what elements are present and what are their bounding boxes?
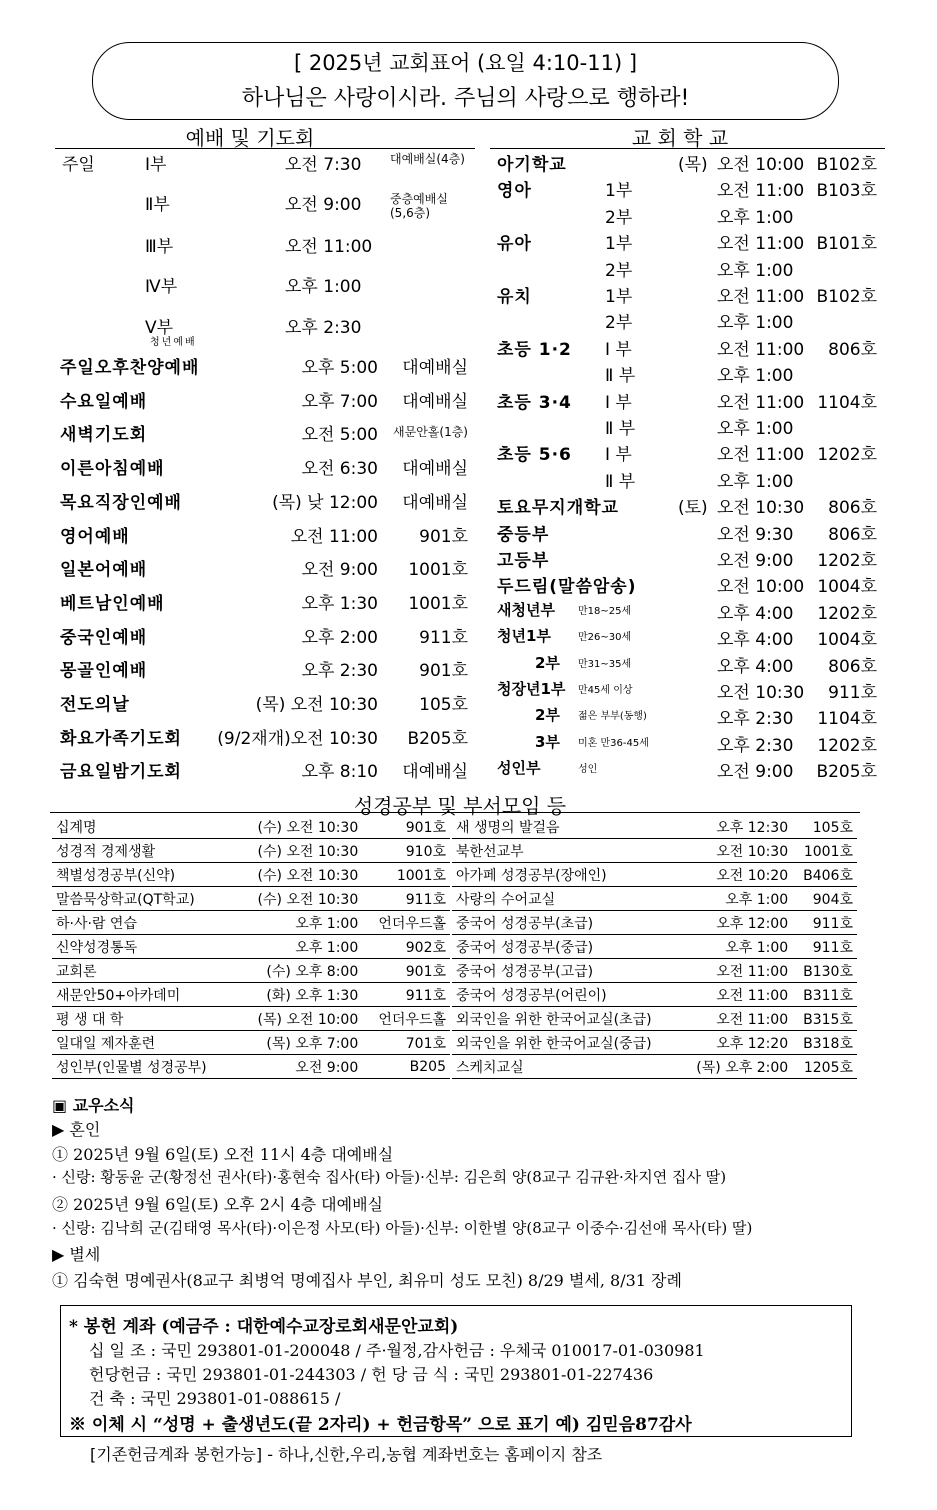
- school-time: 오후 4:00: [717, 603, 794, 624]
- study-name: 일대일 제자훈련: [52, 1031, 236, 1055]
- study-time: 오후 12:00: [680, 911, 792, 935]
- school-time: 오후 4:00: [717, 630, 794, 651]
- school-dept: 고등부: [497, 551, 550, 571]
- school-time: 오전 11:00: [717, 234, 805, 255]
- study-name: 중국어 성경공부(초급): [452, 911, 680, 935]
- service-time: 오전 6:30: [301, 459, 378, 480]
- school-room: 806호: [828, 656, 877, 677]
- account-line-3: 건 축 : 국민 293801-01-088615 /: [89, 1389, 341, 1408]
- study-time: (목) 오전 10:00: [236, 1007, 362, 1031]
- study-row: [52, 1055, 450, 1079]
- study-time: 오후 12:30: [680, 815, 792, 839]
- study-room: B311호: [792, 983, 857, 1007]
- study-row: [452, 1007, 857, 1031]
- study-room: 911호: [792, 935, 857, 959]
- school-age: 만45세 이상: [578, 685, 633, 696]
- school-sub: Ⅰ 부: [605, 339, 632, 360]
- service-place: 대예배실: [402, 358, 468, 378]
- school-time: 오후 1:00: [717, 260, 794, 281]
- motto-banner: [92, 42, 839, 120]
- service-time: (목) 오전 10:30: [255, 695, 378, 715]
- study-room: B318호: [792, 1031, 857, 1055]
- school-time: 오후 4:00: [717, 656, 794, 677]
- service-name: 화요가족기도회: [60, 728, 182, 749]
- service-place: 대예배실: [402, 391, 468, 412]
- service-name: 중국인예배: [60, 627, 148, 648]
- service-name: 전도의날: [60, 695, 130, 715]
- study-room: B406호: [792, 863, 857, 887]
- news-line: ② 2025년 9월 6일(토) 오후 2시 4층 대예배실: [52, 1195, 383, 1214]
- study-time: 오전 9:00: [236, 1055, 362, 1079]
- study-room: 701호: [362, 1031, 450, 1055]
- sunday-part: Ⅳ부: [145, 277, 178, 297]
- school-rule: [490, 148, 885, 149]
- school-dept: 청년1부: [497, 627, 551, 646]
- service-name: 금요일밤기도회: [60, 762, 182, 783]
- study-room: 901호: [362, 959, 450, 983]
- school-room: 911호: [828, 683, 877, 703]
- study-time: 오후 1:00: [236, 911, 362, 935]
- news-line: ▶ 혼인: [52, 1120, 101, 1139]
- school-title: 교 회 학 교: [631, 126, 729, 150]
- school-room: 1202호: [817, 603, 877, 624]
- service-time: 오전 5:00: [301, 425, 378, 446]
- school-time: 오전 11:00: [717, 339, 805, 360]
- study-time: 오후 1:00: [680, 887, 792, 911]
- school-dept: 새청년부: [497, 600, 555, 619]
- study-name: 외국인을 위한 한국어교실(초급): [452, 1007, 680, 1031]
- school-age: 미혼 만36-45세: [578, 737, 649, 749]
- study-name: 책별성경공부(신약): [52, 863, 236, 887]
- school-room: 806호: [828, 524, 877, 545]
- account-line-1: 십 일 조 : 국민 293801-01-200048 / 주·월정,감사헌금 : 우체국 010017-01-030981: [89, 1341, 705, 1360]
- sunday-place: 중층예배실 (5,6층): [390, 192, 448, 220]
- study-rule: [50, 812, 860, 813]
- study-time: 오전 11:00: [680, 983, 792, 1007]
- sunday-part: Ⅴ부: [145, 318, 174, 338]
- school-dept: 토요무지개학교: [497, 498, 619, 519]
- service-time: 오후 8:10: [301, 762, 378, 783]
- sunday-time: 오후 1:00: [285, 277, 362, 297]
- school-sub: Ⅰ 부: [605, 445, 632, 466]
- motto-year-verse: [ 2025년 교회표어 (요일 4:10-11) ]: [293, 51, 638, 75]
- study-room: 언더우드홀: [362, 911, 450, 935]
- study-name: 새문안50+아카데미: [52, 983, 236, 1007]
- school-dept: 두드림(말씀암송): [497, 577, 637, 598]
- service-time: (9/2재개)오전 10:30: [217, 728, 378, 749]
- school-dept: 유치: [497, 287, 532, 307]
- study-row: [52, 959, 450, 983]
- service-place: 901호: [419, 526, 468, 547]
- school-dept: 2부: [535, 706, 560, 725]
- study-name: 교회론: [52, 959, 236, 983]
- school-dept: 청장년1부: [497, 680, 566, 698]
- school-time: 오전 10:30: [717, 498, 805, 519]
- school-sub: 1부: [605, 287, 633, 307]
- school-dept: 2부: [535, 653, 560, 672]
- school-time: 오전 11:00: [717, 287, 805, 307]
- school-time: 오전 10:00: [717, 155, 805, 175]
- school-dept: 유아: [497, 234, 532, 255]
- study-room: 902호: [362, 935, 450, 959]
- school-room: 1202호: [817, 445, 877, 466]
- study-name: 신약성경통독: [52, 935, 236, 959]
- sunday-note: 청년예배: [150, 337, 197, 348]
- service-place: 대예배실: [402, 762, 468, 783]
- news-title: ▣ 교우소식: [52, 1096, 135, 1115]
- study-name: 하·사·람 연습: [52, 911, 236, 935]
- service-time: 오후 5:00: [301, 358, 378, 378]
- school-time: 오후 1:00: [717, 366, 794, 387]
- service-name: 새벽기도회: [60, 425, 148, 446]
- account-title: * 봉헌 계좌 (예금주 : 대한예수교장로회새문안교회): [69, 1317, 459, 1337]
- school-age: 젊은 부부(동행): [578, 711, 647, 723]
- service-time: 오후 2:30: [301, 661, 378, 682]
- news-line: ① 2025년 9월 6일(토) 오전 11시 4층 대예배실: [52, 1145, 394, 1164]
- school-time: 오전 9:30: [717, 524, 794, 545]
- school-room: 806호: [828, 339, 877, 360]
- study-name: 평 생 대 학: [52, 1007, 236, 1031]
- study-name: 북한선교부: [452, 839, 680, 863]
- motto-text: 하나님은 사랑이시라. 주님의 사랑으로 행하라!: [241, 86, 690, 111]
- service-time: (목) 낮 12:00: [272, 492, 378, 513]
- school-dept: 3부: [535, 732, 560, 751]
- school-dept: 중등부: [497, 524, 550, 545]
- school-day: (토): [678, 498, 708, 519]
- worship-title: 예배 및 기도회: [185, 126, 315, 150]
- study-room: 1205호: [792, 1055, 857, 1079]
- study-time: (수) 오전 10:30: [236, 863, 362, 887]
- school-room: 1202호: [817, 735, 877, 756]
- study-name: 중국어 성경공부(고급): [452, 959, 680, 983]
- school-time: 오후 1:00: [717, 419, 794, 439]
- sunday-time: 오전 11:00: [285, 237, 373, 257]
- study-room: B315호: [792, 1007, 857, 1031]
- study-time: 오후 1:00: [236, 935, 362, 959]
- school-time: 오후 2:30: [717, 735, 794, 756]
- school-room: 1202호: [817, 551, 877, 571]
- school-time: 오전 11:00: [717, 392, 805, 413]
- school-sub: Ⅱ 부: [605, 366, 636, 387]
- study-row: [52, 815, 450, 839]
- school-time: 오전 10:00: [717, 577, 805, 598]
- study-row: [52, 839, 450, 863]
- school-sub: 1부: [605, 181, 633, 202]
- study-time: 오후 12:20: [680, 1031, 792, 1055]
- study-room: 911호: [362, 983, 450, 1007]
- study-name: 새 생명의 발걸음: [452, 815, 680, 839]
- service-time: 오전 9:00: [301, 560, 378, 581]
- service-place: 대예배실: [402, 492, 468, 513]
- study-name: 외국인을 위한 한국어교실(중급): [452, 1031, 680, 1055]
- study-room: 언더우드홀: [362, 1007, 450, 1031]
- school-dept: 아기학교: [497, 155, 567, 175]
- study-title: 성경공부 및 부서모임 등: [353, 794, 567, 818]
- study-room: 904호: [792, 887, 857, 911]
- school-time: 오후 1:00: [717, 471, 794, 492]
- service-time: 오후 2:00: [301, 627, 378, 648]
- study-room: 1001호: [792, 839, 857, 863]
- school-sub: 2부: [605, 207, 633, 228]
- news-line: ① 김숙현 명예권사(8교구 최병억 명예집사 부인, 최유미 성도 모친) 8/29 별세, 8/31 장례: [52, 1271, 682, 1290]
- service-place: B205호: [407, 728, 468, 749]
- study-room: 105호: [792, 815, 857, 839]
- study-row: [452, 839, 857, 863]
- study-time: (목) 오후 7:00: [236, 1031, 362, 1055]
- school-age: 만18~25세: [578, 605, 632, 617]
- sunday-time: 오전 7:30: [285, 155, 362, 175]
- study-row: [452, 911, 857, 935]
- account-line-2: 헌당헌금 : 국민 293801-01-244303 / 헌 당 금 식 : 국민 293801-01-227436: [89, 1365, 654, 1384]
- school-time: 오전 9:00: [717, 762, 794, 783]
- sunday-part: Ⅰ부: [145, 155, 167, 175]
- study-name: 성경적 경제생활: [52, 839, 236, 863]
- study-time: 오전 10:20: [680, 863, 792, 887]
- study-time: (수) 오후 8:00: [236, 959, 362, 983]
- study-row: [452, 887, 857, 911]
- study-name: 성인부(인물별 성경공부): [52, 1055, 236, 1079]
- study-time: (목) 오후 2:00: [680, 1055, 792, 1079]
- study-room: 911호: [792, 911, 857, 935]
- study-table-right: [452, 815, 857, 1079]
- school-room: 806호: [828, 498, 877, 519]
- news-line: · 신랑: 황동윤 군(황정선 권사(타)·홍현숙 집사(타) 아들)·신부: 김은희 양(8교구 김규완·차지연 집사 딸): [52, 1168, 727, 1186]
- service-name: 주일오후찬양예배: [60, 358, 200, 378]
- study-room: 1001호: [362, 863, 450, 887]
- study-row: [52, 935, 450, 959]
- study-row: [52, 887, 450, 911]
- account-footer: [기존헌금계좌 봉헌가능] - 하나,신한,우리,농협 계좌번호는 홈페이지 참조: [90, 1445, 603, 1464]
- account-box: [60, 1305, 852, 1437]
- school-sub: 2부: [605, 313, 633, 334]
- school-sub: Ⅱ 부: [605, 471, 636, 492]
- sunday-place: 대예배실(4층): [390, 152, 465, 166]
- school-time: 오전 10:30: [717, 683, 805, 703]
- study-room: 910호: [362, 839, 450, 863]
- study-time: 오후 1:00: [680, 935, 792, 959]
- school-time: 오전 9:00: [717, 551, 794, 571]
- service-time: 오후 1:30: [301, 593, 378, 614]
- study-time: 오전 11:00: [680, 1007, 792, 1031]
- study-row: [52, 863, 450, 887]
- school-room: B101호: [816, 234, 877, 255]
- account-note: ※ 이체 시 “성명 + 출생년도(끝 2자리) + 헌금항목” 으로 표기 예) 김믿음87감사: [69, 1415, 692, 1435]
- service-time: 오전 11:00: [290, 526, 378, 547]
- service-name: 일본어예배: [60, 560, 148, 581]
- service-name: 이른아침예배: [60, 459, 165, 480]
- school-room: 1004호: [817, 630, 877, 651]
- study-row: [52, 1031, 450, 1055]
- study-time: (수) 오전 10:30: [236, 815, 362, 839]
- study-row: [452, 935, 857, 959]
- school-time: 오전 11:00: [717, 445, 805, 466]
- service-time: 오후 7:00: [301, 391, 378, 412]
- service-name: 수요일예배: [60, 391, 148, 412]
- school-room: B102호: [816, 155, 877, 175]
- worship-rule: [55, 148, 475, 149]
- study-time: (수) 오전 10:30: [236, 887, 362, 911]
- school-time: 오전 11:00: [717, 181, 805, 202]
- service-name: 목요직장인예배: [60, 492, 182, 513]
- school-time: 오후 1:00: [717, 313, 794, 334]
- study-row: [452, 1031, 857, 1055]
- study-row: [52, 911, 450, 935]
- school-room: B205호: [816, 762, 877, 783]
- study-time: (화) 오후 1:30: [236, 983, 362, 1007]
- study-room: 901호: [362, 815, 450, 839]
- school-time: 오후 1:00: [717, 207, 794, 228]
- study-name: 십계명: [52, 815, 236, 839]
- study-name: 아가페 성경공부(장애인): [452, 863, 680, 887]
- service-place: 대예배실: [402, 459, 468, 480]
- school-time: 오후 2:30: [717, 709, 794, 730]
- sunday-part: Ⅲ부: [145, 237, 174, 257]
- service-name: 영어예배: [60, 526, 130, 547]
- study-row: [52, 983, 450, 1007]
- school-room: 1104호: [817, 709, 877, 730]
- study-row: [452, 1055, 857, 1079]
- school-room: B102호: [816, 287, 877, 307]
- study-row: [452, 959, 857, 983]
- school-age: 만31~35세: [578, 658, 632, 670]
- school-dept: 영아: [497, 181, 532, 202]
- study-name: 중국어 성경공부(어린이): [452, 983, 680, 1007]
- service-name: 몽골인예배: [60, 661, 148, 682]
- school-room: 1004호: [817, 577, 877, 598]
- study-row: [452, 815, 857, 839]
- school-sub: Ⅰ 부: [605, 392, 632, 413]
- study-time: 오전 11:00: [680, 959, 792, 983]
- school-sub: 1부: [605, 234, 633, 255]
- study-row: [452, 863, 857, 887]
- school-room: B103호: [816, 181, 877, 202]
- study-row: [52, 1007, 450, 1031]
- school-sub: Ⅱ 부: [605, 419, 636, 439]
- school-room: 1104호: [817, 392, 877, 413]
- study-table-left: [52, 815, 450, 1079]
- service-name: 베트남인예배: [60, 593, 165, 614]
- school-age: 성인: [578, 764, 598, 776]
- school-dept: 초등 5·6: [497, 445, 572, 466]
- news-line: ▶ 별세: [52, 1245, 101, 1264]
- study-time: 오전 10:30: [680, 839, 792, 863]
- sunday-time: 오전 9:00: [285, 195, 362, 215]
- service-place: 1001호: [408, 560, 468, 581]
- school-day: (목): [678, 155, 708, 175]
- study-name: 스케치교실: [452, 1055, 680, 1079]
- school-age: 만26~30세: [578, 632, 632, 644]
- service-place: 901호: [419, 661, 468, 682]
- service-place: 새문안홀(1층): [393, 425, 468, 440]
- school-dept: 초등 3·4: [497, 392, 572, 413]
- sunday-part: Ⅱ부: [145, 195, 170, 215]
- sunday-label: 주일: [62, 155, 95, 175]
- school-dept: 초등 1·2: [497, 339, 572, 360]
- school-dept: 성인부: [497, 759, 541, 778]
- study-name: 말씀묵상학교(QT학교): [52, 887, 236, 911]
- service-place: 911호: [419, 627, 468, 648]
- study-time: (수) 오전 10:30: [236, 839, 362, 863]
- study-name: 사랑의 수어교실: [452, 887, 680, 911]
- service-place: 105호: [419, 695, 468, 715]
- sunday-time: 오후 2:30: [285, 318, 362, 338]
- school-sub: 2부: [605, 260, 633, 281]
- study-room: B205: [362, 1055, 450, 1079]
- news-line: · 신랑: 김낙희 군(김태영 목사(타)·이은정 사모(타) 아들)·신부: 이한별 양(8교구 이중수·김선애 목사(타) 딸): [52, 1219, 753, 1237]
- study-room: 911호: [362, 887, 450, 911]
- study-row: [452, 983, 857, 1007]
- service-place: 1001호: [408, 593, 468, 614]
- study-room: B130호: [792, 959, 857, 983]
- study-name: 중국어 성경공부(중급): [452, 935, 680, 959]
